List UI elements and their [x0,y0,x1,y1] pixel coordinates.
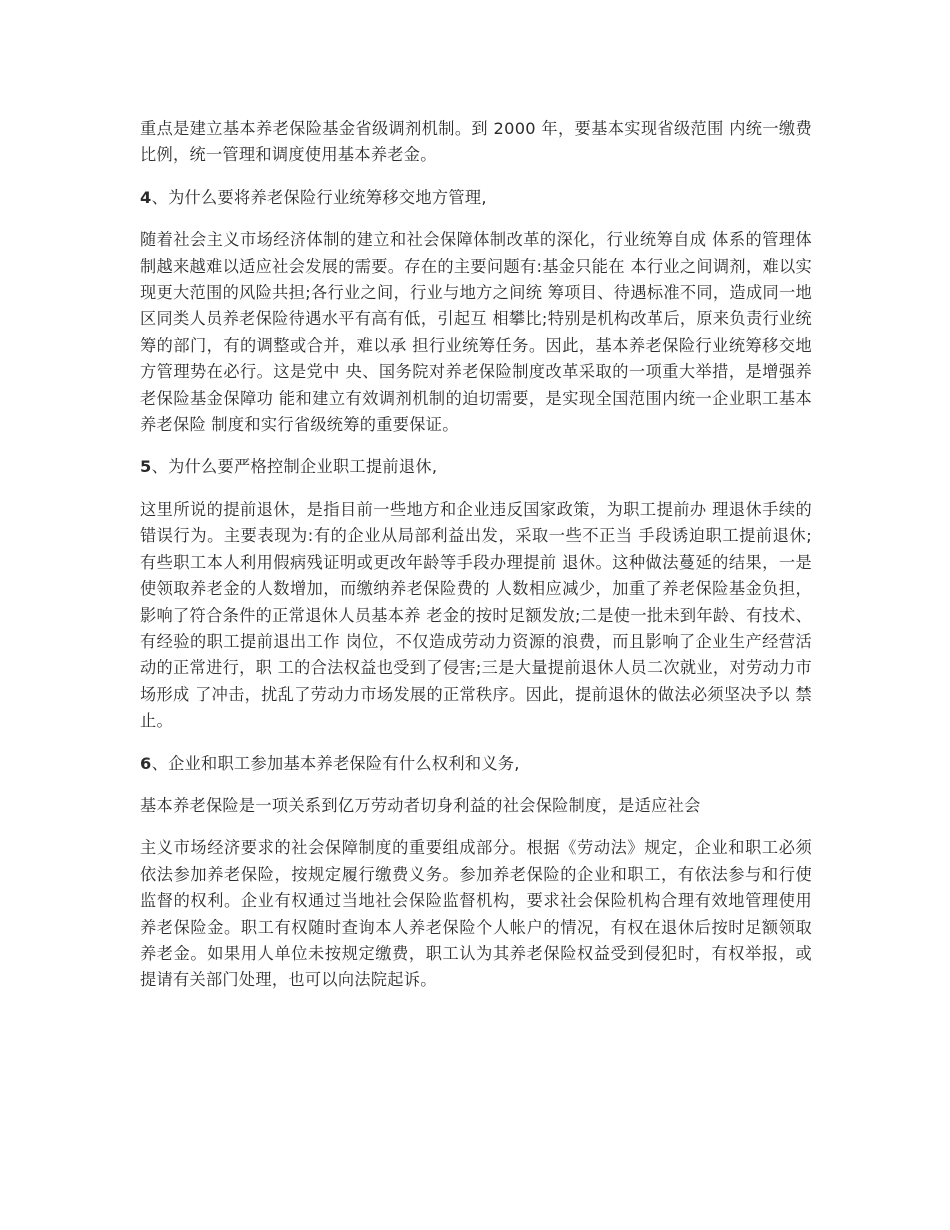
answer-paragraph-6b: 主义市场经济要求的社会保障制度的重要组成部分。根据《劳动法》规定，企业和职工必须依法参加养老保险，按规定履行缴费义务。参加养老保险的企业和职工，有依法参与和行使监督的权利。企业有权通过当地社会保险监督机构，要求社会保险机构合理有效地管理使用养老保险金。职工有权随时查询本人养老保险个人帐户的情况，有权在退休后按时足额领取养老金。如果用人单位未按规定缴费，职工认为其养老保险权益受到侵犯时，有权举报，或提请有关部门处理，也可以向法院起诉。 [140,838,812,990]
question-number: 6 [140,753,152,773]
answer-paragraph-4: 随着社会主义市场经济体制的建立和社会保障体制改革的深化，行业统筹自成 体系的管理体制越来越难以适应社会发展的需要。存在的主要问题有:基金只能在 本行业之间调剂，难以实现更大范围的风险共担;各行业之间，行业与地方之间统 筹项目、待遇标准不同，造成同一地区同类人员养老保险待遇水平有高有低，引起互 相攀比;特别是机构改革后，原来负责行业统筹的部门，有的调整或合并，难以承 担行业统筹任务。因此，基本养老保险行业统筹移交地方管理势在必行。这是党中 央、国务院对养老保险制度改革采取的一项重大举措，是增强养老保险基金保障功 能和建立有效调剂机制的迫切需要，是实现全国范围内统一企业职工基本养老保险 制度和实行省级统筹的重要保证。 [140,230,812,435]
question-text: 、企业和职工参加基本养老保险有什么权利和义务, [151,753,520,773]
question-heading-5 [140,454,812,480]
question-heading-6 [140,751,812,777]
answer-paragraph-6a: 基本养老保险是一项关系到亿万劳动者切身利益的社会保险制度，是适应社会 [140,795,701,815]
question-text: 、为什么要将养老保险行业统筹移交地方管理, [151,187,487,207]
paragraph-intro: 重点是建立基本养老保险基金省级调剂机制。到 2000 年，要基本实现省级范围 内统一缴费比例，统一管理和调度使用基本养老金。 [140,119,812,165]
question-number: 4 [140,187,152,207]
answer-paragraph-5: 这里所说的提前退休，是指目前一些地方和企业违反国家政策，为职工提前办 理退休手续的错误行为。主要表现为:有的企业从局部利益出发，采取一些不正当 手段诱迫职工提前退休;有些职工本人利用假病残证明或更改年龄等手段办理提前 退休。这种做法蔓延的结果，一是使领取养老金的人数增加，而缴纳养老保险费的 人数相应减少，加重了养老保险基金负担，影响了符合条件的正常退休人员基本养 老金的按时足额发放;二是使一批未到年龄、有技术、有经验的职工提前退出工作 岗位，不仅造成劳动力资源的浪费，而且影响了企业生产经营活动的正常进行，职 工的合法权益也受到了侵害;三是大量提前退休人员二次就业，对劳动力市场形成 了冲击，扰乱了劳动力市场发展的正常秩序。因此，提前退休的做法必须坚决予以 禁止。 [140,499,812,731]
question-heading-4 [140,185,812,211]
question-number: 5 [140,457,152,477]
question-text: 、为什么要严格控制企业职工提前退休, [151,457,438,477]
document-page [140,116,812,1010]
